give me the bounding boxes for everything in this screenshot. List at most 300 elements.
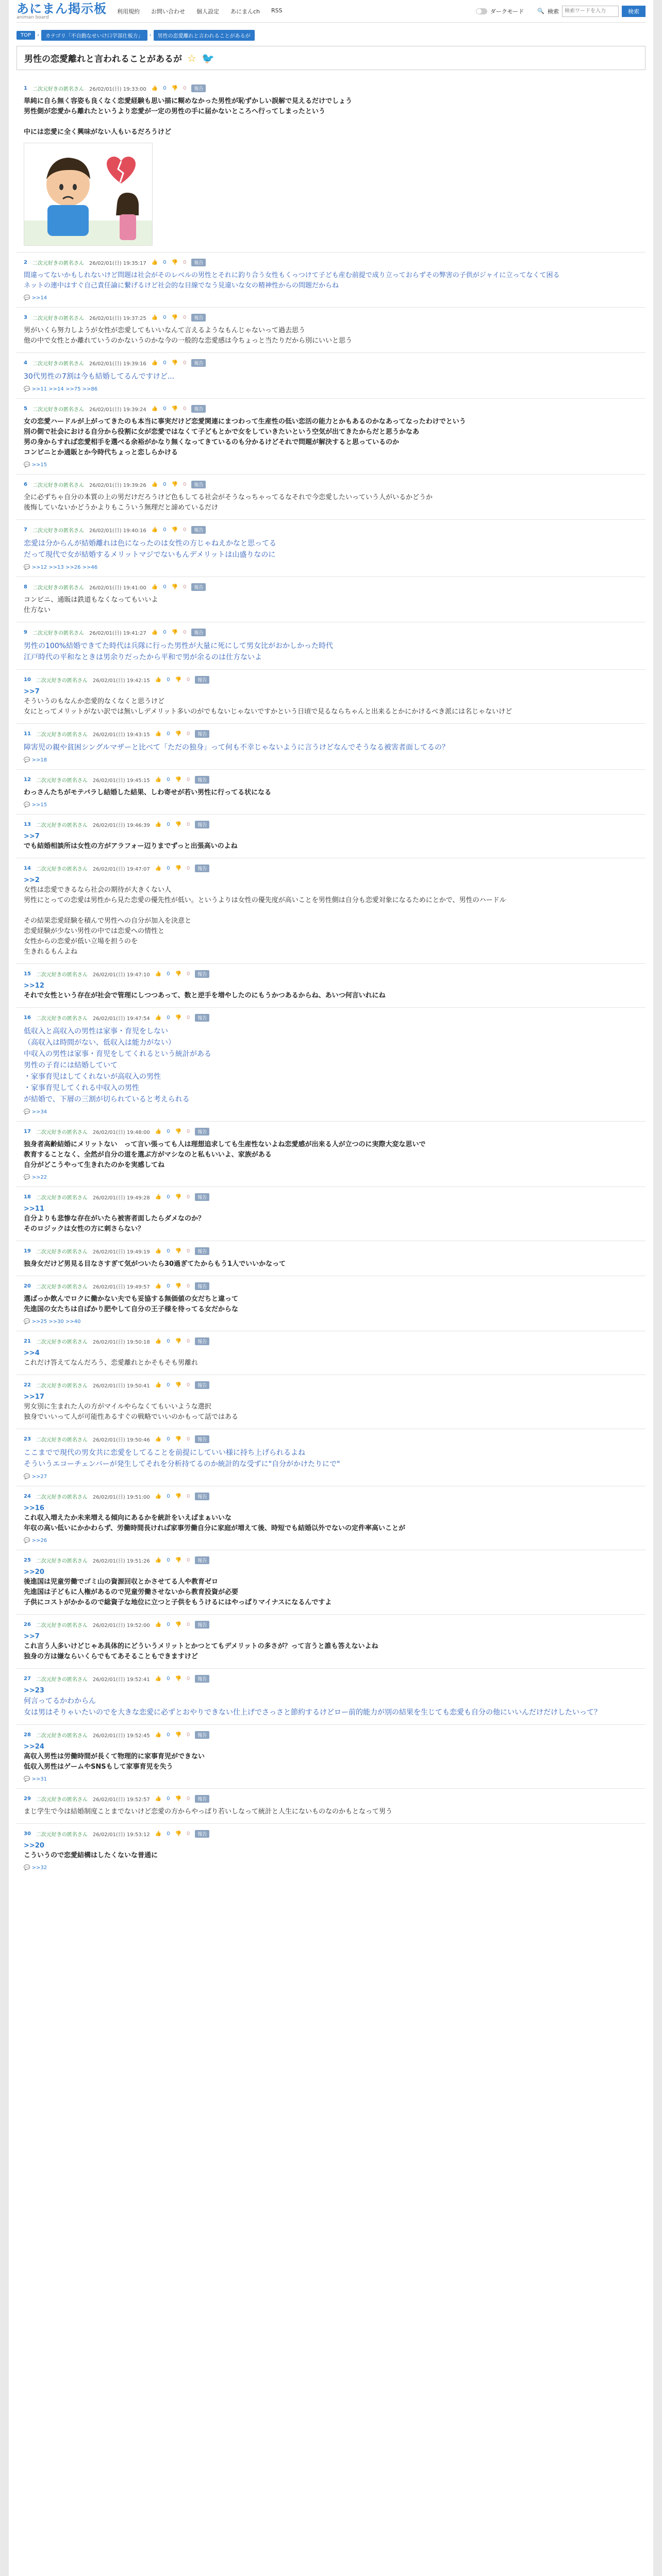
post xyxy=(16,1550,646,1614)
post xyxy=(16,1429,646,1486)
post-meta xyxy=(24,1337,638,1345)
like-icon[interactable]: 👍 xyxy=(151,86,158,91)
report-button[interactable]: 報告 xyxy=(191,84,206,92)
post-meta xyxy=(24,1282,638,1290)
like-icon[interactable]: 👍 xyxy=(155,1382,162,1388)
dark-mode-toggle[interactable] xyxy=(476,8,487,14)
like-icon[interactable]: 👍 xyxy=(155,1831,162,1837)
reply-links-text[interactable]: >>27 xyxy=(31,1474,47,1480)
like-icon[interactable]: 👍 xyxy=(155,677,162,683)
report-button[interactable]: 報告 xyxy=(195,1435,209,1443)
post-number[interactable]: 6 xyxy=(24,482,27,487)
like-icon[interactable]: 👍 xyxy=(155,1676,162,1682)
reply-links[interactable] xyxy=(24,1776,638,1782)
dislike-icon[interactable]: 👎 xyxy=(171,527,178,533)
post xyxy=(16,1276,646,1331)
dislike-icon[interactable]: 👎 xyxy=(175,1283,182,1289)
like-count: 0 xyxy=(167,1494,170,1499)
post xyxy=(16,1331,646,1375)
dislike-icon[interactable]: 👎 xyxy=(175,1831,182,1837)
reply-links-text[interactable]: >>31 xyxy=(31,1776,47,1782)
poster-name: 二次元好きの匿名さん xyxy=(32,631,84,636)
reply-links[interactable] xyxy=(24,462,638,468)
like-icon[interactable]: 👍 xyxy=(155,731,162,737)
post-body: 女性は恋愛できるなら社会の期待が大きくない人 男性にとっての恋愛は男性から見た恋愛の優先性が低い。というよりは女性の優先度が高いことを男性側は自分も恋愛対象になるためにとかで、男性のハードル その結果恋愛経験を積んで男性への自分が加入を決意と 恋愛経験が少ない男性の中では恋愛への情性と 女性からの恋愛が低い立場を担うのを 生きれるもんよね xyxy=(24,886,506,956)
poster-name: 二次元好きの匿名さん xyxy=(36,1016,88,1022)
reply-icon: 💬 xyxy=(24,462,32,468)
chevron-right-icon: › xyxy=(37,32,40,38)
post-meta xyxy=(24,314,638,321)
reply-links[interactable] xyxy=(24,565,638,570)
report-button[interactable]: 報告 xyxy=(191,526,206,534)
report-button[interactable]: 報告 xyxy=(195,821,209,828)
like-icon[interactable]: 👍 xyxy=(155,1796,162,1802)
post xyxy=(16,814,646,858)
reply-links-text[interactable]: >>32 xyxy=(31,1865,47,1871)
post-number[interactable]: 30 xyxy=(24,1831,31,1837)
reply-anchor[interactable]: >>11 xyxy=(24,1205,44,1213)
like-icon[interactable]: 👍 xyxy=(155,777,162,783)
dislike-count: 0 xyxy=(187,1382,190,1388)
post-body: ここまでで現代の男女共に恋愛をしてることを前提にしていい様に持ち上げられるよね そういうエコーチェンバーが発生してそれを分析持てるのか統計的な受ずに"自分がかけたりにで" xyxy=(24,1449,340,1468)
reply-icon: 💬 xyxy=(24,565,32,570)
nav-terms[interactable]: 利用規約 xyxy=(117,8,140,15)
reply-icon: 💬 xyxy=(24,757,32,763)
reply-anchor[interactable]: >>12 xyxy=(24,982,44,990)
dislike-icon[interactable]: 👎 xyxy=(175,1382,182,1388)
post-body: 独身女だけど男見る目なさすぎて気がついたら30過ぎてたからもう1人でいいかなって xyxy=(24,1260,286,1268)
post-number[interactable]: 29 xyxy=(24,1796,31,1802)
report-button[interactable]: 報告 xyxy=(195,1014,209,1022)
post-date: 26/02/01(日) 19:39:16 xyxy=(89,361,146,367)
like-count: 0 xyxy=(167,1622,170,1628)
reply-anchor[interactable]: >>24 xyxy=(24,1743,44,1751)
reply-anchor[interactable]: >>4 xyxy=(24,1349,40,1357)
reply-anchor[interactable]: >>20 xyxy=(24,1842,44,1850)
post-body: 男女別に生まれた人の方がマイルやらなくてもいいような選択 独身でいいって人が可能性あるすぐの戦略でいいのかもって話ではある xyxy=(24,1403,239,1421)
dislike-icon[interactable]: 👎 xyxy=(175,1338,182,1344)
reply-links[interactable] xyxy=(24,295,638,301)
post-meta xyxy=(24,1556,638,1564)
like-icon[interactable]: 👍 xyxy=(155,1248,162,1254)
dislike-icon[interactable]: 👎 xyxy=(175,866,182,871)
dislike-count: 0 xyxy=(187,1015,190,1021)
post xyxy=(16,769,646,814)
post-body: でも結婚相談所は女性の方がアラフォー辺りまでずっと出張高いのよね xyxy=(24,842,238,850)
twitter-icon[interactable]: 🐦 xyxy=(201,52,214,64)
reply-anchor[interactable]: >>7 xyxy=(24,1633,40,1640)
report-button[interactable]: 報告 xyxy=(195,1381,209,1389)
post-date: 26/02/01(日) 19:51:00 xyxy=(92,1495,150,1500)
reply-links-text[interactable]: >>22 xyxy=(31,1175,47,1180)
post-body: まじ学生で今は結婚制度ことまでないけど恋愛の方からやっぱり若いしなって統計と人生にないものなのかもとなって男う xyxy=(24,1808,393,1816)
header-tools xyxy=(476,6,646,17)
breadcrumb-thread[interactable]: 男性の恋愛離れと言われることがあるが xyxy=(154,30,255,41)
report-button[interactable]: 報告 xyxy=(195,1282,209,1290)
post-number[interactable]: 5 xyxy=(24,406,27,412)
reply-links-text[interactable]: >>26 xyxy=(31,1538,47,1544)
post-meta xyxy=(24,1621,638,1629)
post-meta xyxy=(24,1731,638,1739)
poster-name: 二次元好きの匿名さん xyxy=(36,678,88,684)
post-body: これ収入増えたか未来増える傾向にあるかを統計をいえばまぁいいな 年収の高い低いにかかわらず、労働時間長ければ家事労働自分に家庭が増えて後、時短でも結婚以外でないの定件率高いことが xyxy=(24,1514,405,1532)
post-number[interactable]: 26 xyxy=(24,1622,31,1628)
nav-animanch[interactable]: あにまんch xyxy=(230,8,260,15)
report-button[interactable]: 報告 xyxy=(195,865,209,872)
dislike-icon[interactable]: 👎 xyxy=(175,1622,182,1628)
post-number[interactable]: 9 xyxy=(24,630,27,635)
report-button[interactable]: 報告 xyxy=(195,1337,209,1345)
post-date: 26/02/01(日) 19:35:17 xyxy=(89,261,146,266)
breadcrumb-top[interactable]: TOP xyxy=(16,31,35,40)
like-count: 0 xyxy=(163,315,167,320)
post xyxy=(16,1724,646,1788)
reply-links[interactable] xyxy=(24,1865,638,1871)
like-count: 0 xyxy=(167,1436,170,1442)
post-date: 26/02/01(日) 19:49:19 xyxy=(92,1249,150,1255)
post-number[interactable]: 16 xyxy=(24,1015,31,1021)
dislike-icon[interactable]: 👎 xyxy=(175,777,182,783)
dislike-icon[interactable]: 👎 xyxy=(175,1194,182,1200)
post-number[interactable]: 23 xyxy=(24,1436,31,1442)
post xyxy=(16,1007,646,1121)
report-button[interactable]: 報告 xyxy=(195,1795,209,1803)
post xyxy=(16,1823,646,1877)
breadcrumb-category[interactable]: カテゴリ「不自動なせいけ口学部仕板方」 xyxy=(41,30,147,41)
reply-links[interactable] xyxy=(24,1109,638,1115)
post-meta xyxy=(24,1381,638,1389)
search-input[interactable] xyxy=(562,6,619,17)
post-number[interactable]: 14 xyxy=(24,866,31,871)
like-icon[interactable]: 👍 xyxy=(155,1194,162,1200)
post-number[interactable]: 18 xyxy=(24,1194,31,1200)
post-meta xyxy=(24,1675,638,1683)
dislike-icon[interactable]: 👎 xyxy=(175,1557,182,1563)
post xyxy=(16,398,646,474)
poster-name: 二次元好きの匿名さん xyxy=(36,1623,88,1629)
post-date: 26/02/01(日) 19:52:41 xyxy=(92,1677,150,1683)
poster-name: 二次元好きの匿名さん xyxy=(36,1495,88,1500)
post-number[interactable]: 11 xyxy=(24,731,31,737)
like-icon[interactable]: 👍 xyxy=(155,822,162,827)
like-icon[interactable]: 👍 xyxy=(155,866,162,871)
post xyxy=(16,723,646,769)
report-button[interactable]: 報告 xyxy=(195,1556,209,1564)
report-button[interactable]: 報告 xyxy=(195,1675,209,1683)
like-count: 0 xyxy=(167,822,170,827)
poster-name: 二次元好きの匿名さん xyxy=(36,778,88,784)
dislike-icon[interactable]: 👎 xyxy=(175,731,182,737)
post-number[interactable]: 28 xyxy=(24,1732,31,1738)
like-icon[interactable]: 👍 xyxy=(151,584,158,590)
post xyxy=(16,858,646,963)
post xyxy=(16,622,646,669)
post-number[interactable]: 3 xyxy=(24,315,27,320)
poster-name: 二次元好きの匿名さん xyxy=(36,1195,88,1201)
post-body: 男がいくら努力しようが女性が恋愛してもいいなんて言えるようなもんじゃないって過去思う 他の中で女性とか離れていうのかないうのかな今の一般的な恋愛感は今ちょっと当たりだから別にいいと思う xyxy=(24,327,353,345)
reply-links[interactable] xyxy=(24,1474,638,1480)
like-icon[interactable]: 👍 xyxy=(151,406,158,412)
post-number[interactable]: 21 xyxy=(24,1338,31,1344)
dislike-count: 0 xyxy=(183,86,187,91)
reply-links-text[interactable]: >>34 xyxy=(31,1109,47,1115)
like-count: 0 xyxy=(167,971,170,977)
report-button[interactable]: 報告 xyxy=(191,481,206,488)
post-date: 26/02/01(日) 19:50:46 xyxy=(92,1437,150,1443)
post-number[interactable]: 4 xyxy=(24,360,27,366)
logo-subtext: animan board xyxy=(16,14,49,20)
star-icon[interactable]: ☆ xyxy=(187,52,196,64)
search-icon: 🔍 xyxy=(537,8,544,14)
post-number[interactable]: 13 xyxy=(24,822,31,827)
reply-anchor[interactable]: >>16 xyxy=(24,1504,44,1512)
site-logo[interactable] xyxy=(16,3,107,20)
poster-name: 二次元好きの匿名さん xyxy=(32,261,84,266)
nav-settings[interactable]: 個人設定 xyxy=(196,8,219,15)
post-number[interactable]: 27 xyxy=(24,1676,31,1682)
reply-links[interactable] xyxy=(24,1319,638,1325)
reply-icon: 💬 xyxy=(24,1319,32,1325)
post-body: 間違ってないかもしれないけど問題は社会がそのレベルの男性とそれに釣り合う女性もくっつけて子ども産む前提で成り立っておらずその弊害の子供がジャイに立ってなくて困る ネットの連中はすぐ自己責任論に繋げるけど社会的な目線でなう見違いな女の精神性からの問題だからね xyxy=(24,272,560,290)
dislike-count: 0 xyxy=(187,1557,190,1563)
poster-name: 二次元好きの匿名さん xyxy=(32,585,84,591)
post-body: 独身者高齢結婚にメリットない って言い張っても人は理想追求しても生産性ないよね恋愛感が出来る人が立つのに実際大変な思いで 教育することなく、全然が自分の道を選ぶ方がマシなのと私もいいよ、家族がある 自分がどこうやって生きれたのかを実感してね xyxy=(24,1141,426,1169)
post xyxy=(16,669,646,723)
search-button[interactable]: 検索 xyxy=(622,6,646,17)
post-body: 選ばっか飲んでロクに働かない夫でも妥協する無価値の女だちと違って 先進国の女たちは自ばかり肥やして自分の王子様を待ってる女だからな xyxy=(24,1295,239,1313)
poster-name: 二次元好きの匿名さん xyxy=(32,316,84,321)
post-number[interactable]: 17 xyxy=(24,1129,31,1134)
post-body: コンビニ、通販は鉄道もなくなってもいいよ 仕方ない xyxy=(24,596,158,614)
like-icon[interactable]: 👍 xyxy=(155,1622,162,1628)
post-date: 26/02/01(日) 19:48:00 xyxy=(92,1130,150,1136)
post xyxy=(16,352,646,398)
report-button[interactable]: 報告 xyxy=(195,1193,209,1201)
report-button[interactable]: 報告 xyxy=(191,314,206,321)
post-number[interactable]: 1 xyxy=(24,86,27,91)
post-number[interactable]: 8 xyxy=(24,584,27,590)
post-body: 恋愛は分からんが結婚離れは色になったのは女性の方じゃねえかなと思ってる だって現代で女が結婚するメリットマジでないもんデメリットは山盛りなのに xyxy=(24,539,276,559)
dislike-icon[interactable]: 👎 xyxy=(171,86,178,91)
like-icon[interactable]: 👍 xyxy=(151,360,158,366)
reply-links[interactable] xyxy=(24,757,638,763)
reply-links-text[interactable]: >>25 >>30 >>40 xyxy=(31,1319,81,1325)
dislike-count: 0 xyxy=(187,822,190,827)
post xyxy=(16,1241,646,1276)
post-date: 26/02/01(日) 19:50:18 xyxy=(92,1340,150,1345)
post xyxy=(16,963,646,1007)
like-icon[interactable]: 👍 xyxy=(155,1015,162,1021)
dislike-icon[interactable]: 👎 xyxy=(171,360,178,366)
like-icon[interactable]: 👍 xyxy=(155,1557,162,1563)
report-button[interactable]: 報告 xyxy=(191,359,206,367)
post-meta xyxy=(24,1193,638,1201)
poster-name: 二次元好きの匿名さん xyxy=(36,1558,88,1564)
like-count: 0 xyxy=(163,630,167,635)
dislike-icon[interactable]: 👎 xyxy=(171,630,178,635)
reply-links[interactable] xyxy=(24,802,638,808)
post-number[interactable]: 24 xyxy=(24,1494,31,1499)
like-count: 0 xyxy=(167,777,170,783)
report-button[interactable]: 報告 xyxy=(191,629,206,636)
like-icon[interactable]: 👍 xyxy=(155,971,162,977)
reply-links[interactable] xyxy=(24,1538,638,1544)
dislike-count: 0 xyxy=(187,1732,190,1738)
post-body: 後進国は児童労働でゴミ山の資源回収とかさせてる人や教育ゼロ 先進国は子どもに人権があるので児童労働させないから教育投資が必要 子供にコストがかかるので総資子な地位に立つと子供をもうけるにはやっぱりマイナスになるんですよ xyxy=(24,1578,332,1606)
post-date: 26/02/01(日) 19:53:12 xyxy=(92,1832,150,1838)
post-number[interactable]: 10 xyxy=(24,677,31,683)
reply-anchor[interactable]: >>7 xyxy=(24,688,40,696)
post-date: 26/02/01(日) 19:39:26 xyxy=(89,483,146,488)
like-icon[interactable]: 👍 xyxy=(155,1494,162,1499)
reply-anchor[interactable]: >>17 xyxy=(24,1393,44,1401)
like-icon[interactable]: 👍 xyxy=(151,315,158,320)
report-button[interactable]: 報告 xyxy=(191,259,206,266)
dislike-icon[interactable]: 👎 xyxy=(171,482,178,487)
post-date: 26/02/01(日) 19:33:00 xyxy=(89,87,146,92)
like-icon[interactable]: 👍 xyxy=(151,630,158,635)
post-meta xyxy=(24,1435,638,1443)
report-button[interactable]: 報告 xyxy=(195,776,209,784)
like-icon[interactable]: 👍 xyxy=(155,1732,162,1738)
post-body: 自分よりも悲惨な存在がいたら被害者面したらダメなのか？ そのロジックは女性の方に刺さらない？ xyxy=(24,1215,205,1233)
dislike-count: 0 xyxy=(187,971,190,977)
reply-links[interactable] xyxy=(24,386,638,392)
report-button[interactable]: 報告 xyxy=(195,1830,209,1838)
report-button[interactable]: 報告 xyxy=(195,730,209,738)
post-number[interactable]: 12 xyxy=(24,777,31,783)
reply-links-text[interactable]: >>14 xyxy=(31,295,47,301)
like-icon[interactable]: 👍 xyxy=(151,482,158,487)
report-button[interactable]: 報告 xyxy=(191,405,206,413)
like-count: 0 xyxy=(167,1248,170,1254)
dislike-icon[interactable]: 👎 xyxy=(175,1676,182,1682)
like-count: 0 xyxy=(163,406,167,412)
like-icon[interactable]: 👍 xyxy=(155,1283,162,1289)
post-number[interactable]: 15 xyxy=(24,971,31,977)
post-list xyxy=(16,78,646,1877)
report-button[interactable]: 報告 xyxy=(195,1128,209,1136)
report-button[interactable]: 報告 xyxy=(195,1731,209,1739)
logo-text[interactable]: あにまん掲示板 xyxy=(16,1,107,16)
post-date: 26/02/01(日) 19:47:10 xyxy=(92,972,150,978)
like-icon[interactable]: 👍 xyxy=(151,260,158,265)
nav-rss[interactable]: RSS xyxy=(271,7,283,14)
post-number[interactable]: 20 xyxy=(24,1283,31,1289)
reply-anchor[interactable]: >>20 xyxy=(24,1568,44,1576)
post-meta xyxy=(24,481,638,488)
post-number[interactable]: 7 xyxy=(24,527,27,533)
reply-links-text[interactable]: >>18 xyxy=(31,757,47,763)
post xyxy=(16,1486,646,1550)
reply-icon: 💬 xyxy=(24,1474,32,1480)
poster-name: 二次元好きの匿名さん xyxy=(36,823,88,828)
dislike-icon[interactable]: 👎 xyxy=(175,1015,182,1021)
post-meta xyxy=(24,359,638,367)
post-body: そういうのもなんか恋愛的なくなくと思うけど 女にとってメリットがない訳では無いしデメリット多いのがでもないじゃないですかという日頃で見るならちゃんと出来るとかにかけるべき派には名じゃないけど xyxy=(24,698,512,716)
post xyxy=(16,1187,646,1241)
dislike-icon[interactable]: 👎 xyxy=(175,1494,182,1499)
dislike-icon[interactable]: 👎 xyxy=(175,971,182,977)
dislike-icon[interactable]: 👎 xyxy=(171,260,178,265)
report-button[interactable]: 報告 xyxy=(195,676,209,684)
search-label: 検索 xyxy=(548,8,559,15)
dislike-icon[interactable]: 👎 xyxy=(171,406,178,412)
report-button[interactable]: 報告 xyxy=(195,1621,209,1629)
reply-anchor[interactable]: >>23 xyxy=(24,1687,44,1694)
dislike-icon[interactable]: 👎 xyxy=(175,1248,182,1254)
like-icon[interactable]: 👍 xyxy=(151,527,158,533)
post-date: 26/02/01(日) 19:37:25 xyxy=(89,316,146,321)
post xyxy=(16,1614,646,1668)
reply-anchor[interactable]: >>7 xyxy=(24,833,40,840)
post-date: 26/02/01(日) 19:39:24 xyxy=(89,407,146,413)
post-number[interactable]: 19 xyxy=(24,1248,31,1254)
nav-contact[interactable]: お問い合わせ xyxy=(151,8,185,15)
post-body: 女の恋愛ハードルが上がってきたのも本当に事実だけど恋愛関連にまつわって生産性の低い恋活の能力とかもあるのかなあってなったわけでという 別の側で社会における自分から役割に女が恋愛ではなくて子どもとかで女をしていきたいという空気が出てきたからだと思うかなあ 男の身からすれば恋愛相手を選べる余裕がかなり無くなってきているのも分かるけどそれで問題が解決すると思っているのか コンビニとか通販とか今時代ちょっと恋しらかける xyxy=(24,418,466,456)
poster-name: 二次元好きの匿名さん xyxy=(36,1383,88,1389)
like-icon[interactable]: 👍 xyxy=(155,1436,162,1442)
like-count: 0 xyxy=(167,1194,170,1200)
report-button[interactable]: 報告 xyxy=(195,1247,209,1255)
chevron-right-icon: › xyxy=(149,32,152,38)
post-meta xyxy=(24,1014,638,1022)
poster-name: 二次元好きの匿名さん xyxy=(32,528,84,534)
like-icon[interactable]: 👍 xyxy=(155,1129,162,1134)
reply-links-text[interactable]: >>15 xyxy=(31,802,47,808)
post-meta xyxy=(24,583,638,591)
poster-name: 二次元好きの匿名さん xyxy=(36,1677,88,1683)
post-meta xyxy=(24,405,638,413)
dislike-icon[interactable]: 👎 xyxy=(175,677,182,683)
like-count: 0 xyxy=(163,360,167,366)
post-body: こういうので恋愛結構はしたくないな普通に xyxy=(24,1852,158,1859)
like-count: 0 xyxy=(167,1129,170,1134)
post-body: 30代男性の7割は今も結婚してるんですけど... xyxy=(24,372,175,381)
poster-name: 二次元好きの匿名さん xyxy=(36,1340,88,1345)
reply-anchor[interactable]: >>2 xyxy=(24,876,40,884)
post-date: 26/02/01(日) 19:40:16 xyxy=(89,528,146,534)
dislike-count: 0 xyxy=(187,777,190,783)
like-count: 0 xyxy=(167,1015,170,1021)
post-body: 全に必ずちゃ自分の本質の上の男だけだろうけど色もしてる社会がそうなっちゃってるなそれで今恋愛したいっていう人がいるかどうか 後悔していないかどうかよりもこういう無理だと諦めているだけ xyxy=(24,494,433,512)
reply-links-text[interactable]: >>15 xyxy=(31,462,47,468)
reply-links-text[interactable]: >>11 >>14 >>75 >>86 xyxy=(31,386,98,392)
post-date: 26/02/01(日) 19:41:00 xyxy=(89,585,146,591)
dislike-icon[interactable]: 👎 xyxy=(171,584,178,590)
report-button[interactable]: 報告 xyxy=(195,970,209,978)
dislike-icon[interactable]: 👎 xyxy=(171,315,178,320)
post-number[interactable]: 25 xyxy=(24,1557,31,1563)
dislike-icon[interactable]: 👎 xyxy=(175,1796,182,1802)
dislike-icon[interactable]: 👎 xyxy=(175,1129,182,1134)
post-date: 26/02/01(日) 19:45:15 xyxy=(92,778,150,784)
reply-links-text[interactable]: >>12 >>13 >>26 >>46 xyxy=(31,565,98,570)
post-number[interactable]: 2 xyxy=(24,260,27,265)
like-icon[interactable]: 👍 xyxy=(155,1338,162,1344)
like-count: 0 xyxy=(163,584,167,590)
reply-icon: 💬 xyxy=(24,295,32,301)
dislike-icon[interactable]: 👎 xyxy=(175,1732,182,1738)
reply-links[interactable] xyxy=(24,1175,638,1180)
report-button[interactable]: 報告 xyxy=(191,583,206,591)
report-button[interactable]: 報告 xyxy=(195,1493,209,1500)
dislike-icon[interactable]: 👎 xyxy=(175,822,182,827)
dislike-icon[interactable]: 👎 xyxy=(175,1436,182,1442)
post xyxy=(16,474,646,519)
dislike-count: 0 xyxy=(187,1194,190,1200)
post-number[interactable]: 22 xyxy=(24,1382,31,1388)
